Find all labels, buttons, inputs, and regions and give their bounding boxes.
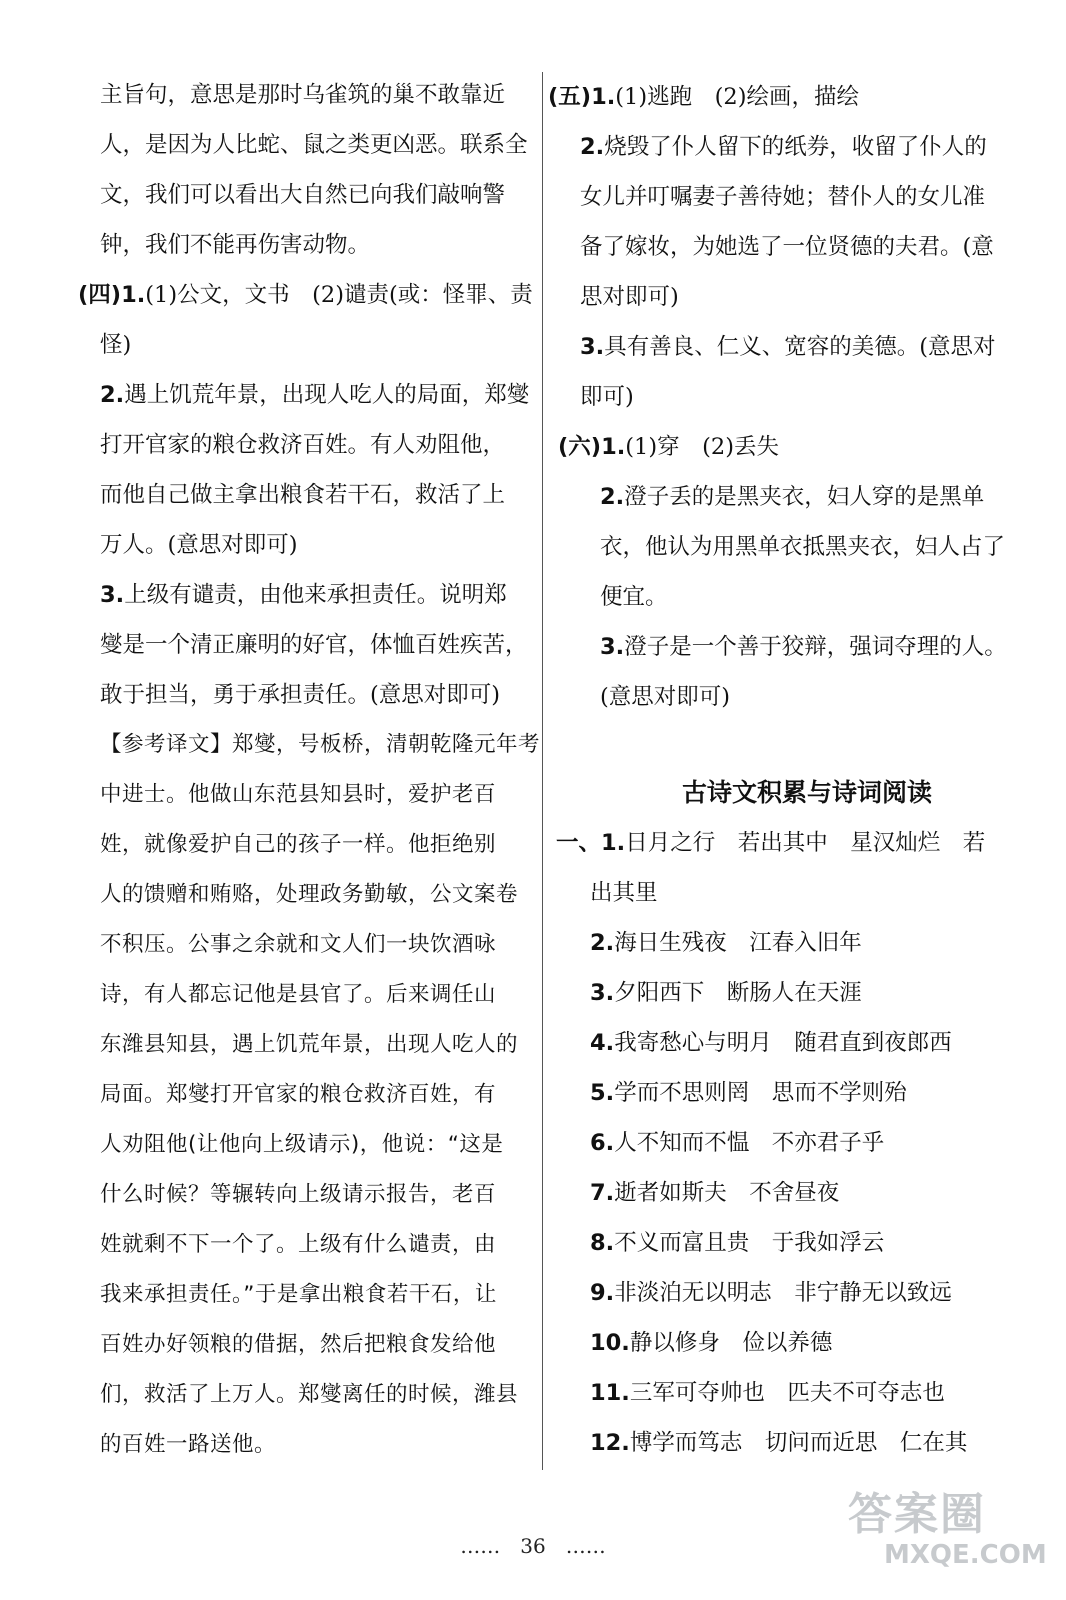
translation-line [100, 1130, 503, 1160]
text-line [100, 680, 500, 710]
line-text: 主旨句，意思是那时乌雀筑的巢不敢靠近 [100, 82, 506, 108]
question-line [580, 332, 995, 362]
line-text: 百姓办好领粮的借据，然后把粮食发给他 [100, 1332, 497, 1357]
question-number: 10. [590, 1330, 630, 1356]
line-text: 遇上饥荒年景，出现人吃人的局面，郑燮 [124, 382, 530, 408]
question-line [100, 380, 529, 410]
text-line [600, 582, 668, 612]
translation-line [100, 1030, 518, 1060]
translation-line [100, 1230, 496, 1260]
translation-line [100, 1280, 497, 1310]
text-line [580, 282, 679, 312]
question-number: 12. [590, 1430, 630, 1456]
line-text: 人的馈赠和贿赂，处理政务勤敏，公文案卷 [100, 882, 519, 907]
line-text: 博学而笃志 切问而近思 仁在其 [629, 1430, 968, 1456]
text-line [100, 530, 298, 560]
line-text: 什么时候？等辗转向上级请示报告，老百 [100, 1182, 497, 1207]
translation-line [100, 980, 496, 1010]
question-line [580, 132, 987, 162]
translation-line [100, 1180, 496, 1210]
line-text: 不义而富且贵 于我如浮云 [614, 1230, 885, 1256]
line-text: 姓，就像爱护自己的孩子一样。他拒绝别 [100, 832, 497, 857]
page-number: …… 36 …… [460, 1534, 606, 1558]
question-number: (六)1. [558, 434, 626, 460]
question-line [600, 482, 984, 512]
text-line [100, 230, 370, 260]
poetry-line [590, 1128, 884, 1158]
line-text: 中进士。他做山东范县知县时，爱护老百 [100, 782, 497, 807]
poetry-line [590, 978, 862, 1008]
question-line [548, 82, 859, 112]
text-line [100, 330, 131, 360]
line-text: 烧毁了仆人留下的纸券，收留了仆人的 [604, 134, 987, 160]
line-text: 局面。郑燮打开官家的粮仓救济百姓，有 [100, 1082, 497, 1107]
question-number: 3. [590, 980, 615, 1006]
poetry-line [556, 828, 985, 858]
line-text: 出其里 [590, 880, 658, 906]
watermark-logo [848, 1478, 1048, 1588]
question-number: 5. [590, 1080, 615, 1106]
poetry-line [590, 1028, 952, 1058]
line-text: 即可) [580, 384, 634, 410]
line-text: 怪) [100, 332, 132, 358]
line-text: (1)穿 (2)丢失 [625, 434, 780, 460]
question-number: 11. [590, 1380, 630, 1406]
line-text: 不积压。公事之余就和文人们一块饮酒咏 [100, 932, 497, 957]
question-line [558, 432, 779, 462]
line-text: 澄子丢的是黑夹衣，妇人穿的是黑单 [624, 484, 985, 510]
translation-line [100, 780, 496, 810]
text-line [100, 130, 528, 160]
text-line [600, 532, 1005, 562]
line-text: 文，我们可以看出大自然已向我们敲响警 [100, 182, 506, 208]
text-line [580, 182, 985, 212]
translation-line [100, 1080, 496, 1110]
line-text: 澄子是一个善于狡辩，强词夺理的人。 [624, 634, 1007, 660]
question-number: 3. [580, 334, 605, 360]
column-divider [542, 72, 543, 1470]
line-text: 便宜。 [600, 584, 668, 610]
line-text: 而他自己做主拿出粮食若干石，救活了上 [100, 482, 506, 508]
line-text: 钟，我们不能再伤害动物。 [100, 232, 371, 258]
watermark-url: MXQE.COM [884, 1540, 1047, 1570]
line-text: 备了嫁妆，为她选了一位贤德的夫君。(意 [580, 234, 994, 260]
poetry-line [590, 1228, 884, 1258]
line-text: (意思对即可) [600, 684, 731, 710]
section-heading: 古诗文积累与诗词阅读 [681, 778, 932, 807]
text-line [600, 682, 730, 712]
line-text: 衣，他认为用黑单衣抵黑夹衣，妇人占了 [600, 534, 1006, 560]
line-text: 人劝阻他(让他向上级请示)，他说：“这是 [100, 1132, 504, 1157]
translation-line [100, 1330, 496, 1360]
line-text: 万人。(意思对即可) [100, 532, 298, 558]
line-text: 逝者如斯夫 不舍昼夜 [614, 1180, 840, 1206]
question-number: 2. [590, 930, 615, 956]
poetry-line [590, 1278, 952, 1308]
line-text: 诗，有人都忘记他是县官了。后来调任山 [100, 982, 497, 1007]
poetry-line [590, 1328, 832, 1358]
watermark-text: 答案圈 [848, 1489, 986, 1540]
line-text: 们，救活了上万人。郑燮离任的时候，潍县 [100, 1382, 519, 1407]
text-line [100, 180, 505, 210]
line-text: (1)逃跑 (2)绘画，描绘 [615, 84, 860, 110]
translation-line [100, 1430, 276, 1460]
question-number: 7. [590, 1180, 615, 1206]
line-text: 静以修身 俭以养德 [629, 1330, 833, 1356]
question-number: 2. [580, 134, 605, 160]
question-number: 一、1. [556, 830, 626, 856]
line-text: 我寄愁心与明月 随君直到夜郎西 [614, 1030, 952, 1056]
translation-line [100, 1380, 518, 1410]
poetry-line [590, 1078, 907, 1108]
line-text: 【参考译文】郑燮，号板桥，清朝乾隆元年考 [100, 732, 541, 757]
translation-line [100, 880, 518, 910]
poetry-line [590, 1428, 967, 1458]
text-line [100, 630, 528, 660]
translation-line [100, 830, 496, 860]
question-line [100, 580, 507, 610]
line-text: 海日生残夜 江春入旧年 [614, 930, 862, 956]
question-number: 9. [590, 1280, 615, 1306]
line-text: 的百姓一路送他。 [100, 1432, 277, 1457]
poetry-line [590, 878, 658, 908]
translation-line [100, 730, 540, 760]
question-number: 4. [590, 1030, 615, 1056]
line-text: 夕阳西下 断肠人在天涯 [614, 980, 862, 1006]
line-text: 姓就剩不下一个了。上级有什么谴责，由 [100, 1232, 497, 1257]
question-number: 2. [600, 484, 625, 510]
line-text: (1)公文，文书 (2)谴责(或：怪罪、责 [145, 282, 533, 308]
question-line [600, 632, 1007, 662]
poetry-line [590, 928, 862, 958]
question-number: 3. [600, 634, 625, 660]
line-text: 思对即可) [580, 284, 679, 310]
line-text: 女儿并叮嘱妻子善待她；替仆人的女儿准 [580, 184, 986, 210]
line-text: 燮是一个清正廉明的好官，体恤百姓疾苦， [100, 632, 528, 658]
text-line [580, 232, 994, 262]
line-text: 非淡泊无以明志 非宁静无以致远 [614, 1280, 952, 1306]
line-text: 学而不思则罔 思而不学则殆 [614, 1080, 907, 1106]
line-text: 具有善良、仁义、宽容的美德。(意思对 [604, 334, 996, 360]
line-text: 东潍县知县，遇上饥荒年景，出现人吃人的 [100, 1032, 519, 1057]
text-line [100, 480, 505, 510]
line-text: 敢于担当，勇于承担责任。(意思对即可) [100, 682, 501, 708]
poetry-line [590, 1178, 839, 1208]
line-text: 我来承担责任。”于是拿出粮食若干石，让 [100, 1282, 497, 1307]
question-number: 8. [590, 1230, 615, 1256]
line-text: 人，是因为人比蛇、鼠之类更凶恶。联系全 [100, 132, 528, 158]
translation-line [100, 930, 496, 960]
text-line [100, 80, 505, 110]
line-text: 人不知而不愠 不亦君子乎 [614, 1130, 885, 1156]
question-number: (五)1. [548, 84, 616, 110]
question-line [78, 280, 533, 310]
line-text: 日月之行 若出其中 星汉灿烂 若 [625, 830, 986, 856]
line-text: 上级有谴责，由他来承担责任。说明郑 [124, 582, 507, 608]
question-number: 3. [100, 582, 125, 608]
question-number: (四)1. [78, 282, 146, 308]
line-text: 三军可夺帅也 匹夫不可夺志也 [629, 1380, 945, 1406]
text-line [100, 430, 505, 460]
question-number: 6. [590, 1130, 615, 1156]
line-text: 打开官家的粮仓救济百姓。有人劝阻他， [100, 432, 506, 458]
text-line [580, 382, 634, 412]
poetry-line [590, 1378, 945, 1408]
question-number: 2. [100, 382, 125, 408]
